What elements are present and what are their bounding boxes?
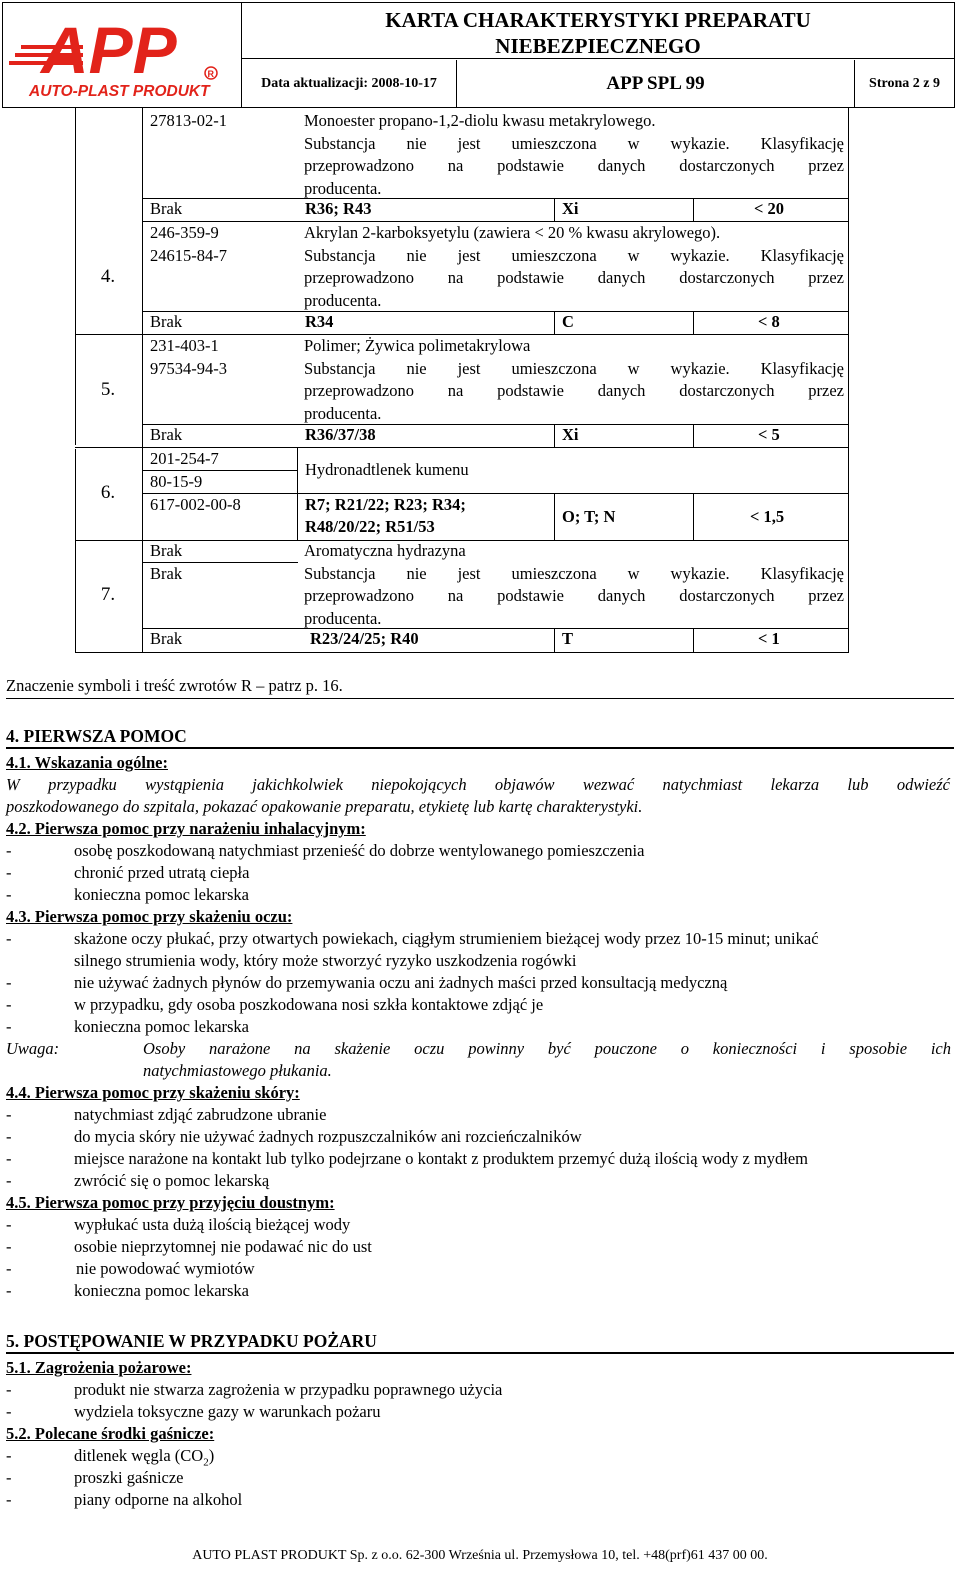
r-phrases: R7; R21/22; R23; R34; [305,495,466,514]
section-5-2-title: 5.2. Polecane środki gaśnicze: [6,1424,215,1443]
section-4-2-title: 4.2. Pierwsza pomoc przy narażeniu inhalacyjnym: [6,819,366,838]
section-4-4-title: 4.4. Pierwsza pomoc przy skażeniu skóry: [6,1083,300,1102]
bullet-dash: - [6,885,12,904]
section-5-title: 5. POSTĘPOWANIE W PRZYPADKU POŻARU [6,1331,377,1351]
r-phrases: R36/37/38 [305,425,376,444]
bullet-dash: - [6,1468,12,1487]
ec-number: Brak [150,541,183,560]
row-number: 5. [100,379,116,400]
list-item: produkt nie stwarza zagrożenia w przypadku poprawnego użycia [74,1380,503,1399]
cas-number: 27813-02-1 [150,111,227,130]
hazard-symbol: C [562,312,574,331]
hazard-symbol: Xi [562,425,579,444]
bullet-dash: - [6,1259,12,1278]
list-item: osobę poszkodowaną natychmiast przenieść do dobrze wentylowanego pomieszczenia [74,841,645,860]
substance-name: Hydronadtlenek kumenu [305,460,469,479]
classification-note: przeprowadzono na podstawie danych dostarczonych przez [304,156,844,175]
bullet-dash: - [6,1402,12,1421]
section-4-3-title: 4.3. Pierwsza pomoc przy skażeniu oczu: [6,907,293,926]
list-item: miejsce narażone na kontakt lub tylko podejrzane o kontakt z produktem przemyć dużą ilością wody z mydłem [74,1149,809,1168]
substance-name: Akrylan 2-karboksyetylu (zawiera < 20 % kwasu akrylowego). [304,223,721,242]
cas-number: Brak [150,564,183,583]
list-item: skażone oczy płukać, przy otwartych powiekach, ciągłym strumieniem bieżącej wody przez 10-15 minut; unikać [74,929,819,948]
r-phrases: R34 [305,312,334,331]
list-item: do mycia skóry nie używać żadnych rozpuszczalników ani rozcieńczalników [74,1127,582,1146]
bullet-dash: - [6,841,12,860]
classification-note: producenta. [304,608,382,628]
list-item: zwrócić się o pomoc lekarską [74,1171,270,1190]
classification-note: Substancja nie jest umieszczona w wykazie. Klasyfikację [304,133,844,153]
row-number: 7. [100,584,116,605]
section-5-1-title: 5.1. Zagrożenia pożarowe: [6,1358,192,1377]
section-4-1-text: W przypadku wystąpienia jakichkolwiek niepokojących objawów wezwać natychmiast lekarza lub odwieźć [6,775,950,794]
r-phrases-note: Znaczenie symboli i treść zwrotów R – patrz p. 16. [6,676,343,695]
classification-note: przeprowadzono na podstawie danych dostarczonych przez [304,268,844,287]
note-text: natychmiastowego płukania. [143,1061,332,1080]
bullet-dash: - [6,1149,12,1168]
classification-note: producenta. [304,290,382,310]
classification-note: Substancja nie jest umieszczona w wykazie. Klasyfikację [304,245,844,265]
list-item: w przypadku, gdy osoba poszkodowana nosi szkła kontaktowe zdjąć je [74,995,544,1014]
divider [6,747,954,749]
ec-number: 231-403-1 [150,336,219,355]
ec-number: 246-359-9 [150,223,219,242]
substance-description [304,335,844,425]
substance-description [304,540,844,630]
bullet-dash: - [6,863,12,882]
list-item: konieczna pomoc lekarska [74,885,250,904]
bullet-dash: - [6,1017,12,1036]
product-name: APP SPL 99 [457,60,855,107]
index-number: Brak [150,425,183,444]
cas-number: 97534-94-3 [150,359,227,378]
row-number: 6. [100,482,116,503]
list-item: chronić przed utratą ciepła [74,863,250,882]
row-number: 4. [100,266,116,287]
section-4-1-title: 4.1. Wskazania ogólne: [6,753,168,772]
bullet-dash: - [6,1237,12,1256]
concentration: < 1,5 [750,507,785,526]
substance-name: Polimer; Żywica polimetakrylowa [304,336,531,355]
r-phrases: R48/20/22; R51/53 [305,517,435,536]
page-footer: AUTO PLAST PRODUKT Sp. z o.o. 62-300 Września ul. Przemysłowa 10, tel. +48(prf)61 437 00 00. [192,1548,768,1563]
hazard-symbol: T [562,629,574,648]
list-item: silnego strumienia wody, który może stworzyć ryzyko uszkodzenia rogówki [74,951,577,970]
document-title [242,3,954,59]
note-label: Uwaga: [6,1039,60,1058]
substance-description [304,222,844,312]
logo-app-text: APP [41,13,177,87]
classification-note: przeprowadzono na podstawie danych dostarczonych przez [304,586,844,605]
divider [6,698,954,699]
bullet-dash: - [6,995,12,1014]
index-number: Brak [150,312,183,331]
list-item: konieczna pomoc lekarska [74,1281,250,1300]
list-item: nie używać żadnych płynów do przemywania oczu ani żadnych maści przed konsultacją medyczną [74,973,728,992]
hazard-symbol: O; T; N [562,507,616,526]
classification-note: Substancja nie jest umieszczona w wykazie. Klasyfikację [304,563,844,583]
svg-text:R: R [207,69,214,79]
substance-name: Monoester propano-1,2-diolu kwasu metakrylowego. [304,111,656,130]
index-number: 617-002-00-8 [150,495,241,514]
concentration: < 8 [758,312,780,331]
list-item: wydziela toksyczne gazy w warunkach pożaru [74,1402,381,1421]
bullet-dash: - [6,1171,12,1190]
section-4-title: 4. PIERWSZA POMOC [6,726,187,746]
bullet-dash: - [6,1281,12,1300]
company-logo [3,3,242,107]
list-item: proszki gaśnicze [74,1468,184,1487]
app-logo-graphic [3,3,239,107]
co2-text: ditlenek węgla (CO [74,1446,204,1465]
section-4-1-text: poszkodowanego do szpitala, pokazać opakowanie preparatu, etykietę lub kartę charakterystyki. [6,797,643,816]
title-line-2: NIEBEZPIECZNEGO [495,34,701,58]
page-number: Strona 2 z 9 [869,76,940,91]
document-header [2,2,955,108]
list-item: natychmiast zdjąć zabrudzone ubranie [74,1105,327,1124]
divider [6,1352,954,1354]
bullet-dash: - [6,1446,12,1465]
note-text: Osoby narażone na skażenie oczu powinny być pouczone o konieczności i sposobie ich [143,1039,951,1058]
concentration: < 5 [758,425,780,444]
substance-name: Aromatyczna hydrazyna [304,541,466,560]
substance-description [304,110,844,200]
bullet-dash: - [6,1215,12,1234]
bullet-dash: - [6,1105,12,1124]
list-item: piany odporne na alkohol [74,1490,243,1509]
bullet-dash: - [6,1490,12,1509]
classification-note: przeprowadzono na podstawie danych dostarczonych przez [304,381,844,400]
bullet-dash: - [6,1127,12,1146]
classification-note: producenta. [304,403,382,423]
r-phrases: R23/24/25; R40 [310,629,419,648]
list-item: konieczna pomoc lekarska [74,1017,250,1036]
section-4-5-title: 4.5. Pierwsza pomoc przy przyjęciu doustnym: [6,1193,335,1212]
hazard-symbol: Xi [562,199,579,218]
classification-note: Substancja nie jest umieszczona w wykazie. Klasyfikację [304,358,844,378]
bullet-dash: - [6,1380,12,1399]
ec-number: 201-254-7 [150,449,219,468]
r-phrases: R36; R43 [305,199,372,218]
co2-close: ) [208,1446,215,1465]
list-item: wypłukać usta dużą ilością bieżącej wody [74,1215,351,1234]
title-line-1: KARTA CHARAKTERYSTYKI PREPARATU [385,8,811,32]
co2-subscript: 2 [203,1456,209,1469]
bullet-dash: - [6,973,12,992]
concentration: < 20 [754,199,785,218]
logo-subtitle: AUTO-PLAST PRODUKT [29,83,210,100]
list-item: nie powodować wymiotów [76,1259,255,1278]
index-number: Brak [150,629,183,648]
concentration: < 1 [758,629,780,648]
classification-note: producenta. [304,178,382,198]
index-number: Brak [150,199,183,218]
cas-number: 24615-84-7 [150,246,227,265]
bullet-dash: - [6,929,12,948]
list-item: osobie nieprzytomnej nie podawać nic do ust [74,1237,372,1256]
cas-number: 80-15-9 [150,472,203,491]
update-date: Data aktualizacji: 2008-10-17 [242,60,457,107]
